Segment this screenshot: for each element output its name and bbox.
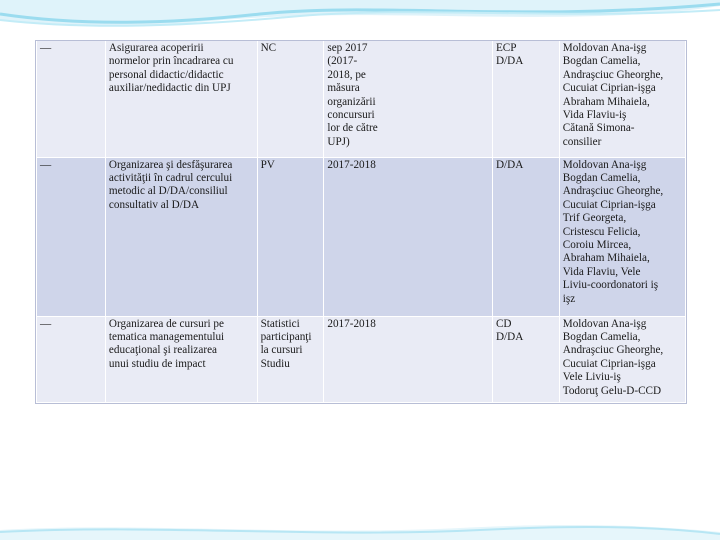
indicator-cell: NC: [257, 41, 324, 157]
responsible-cell: ECP D/DA: [492, 41, 559, 157]
bottom-wave-decoration: [0, 500, 720, 540]
table-row: [37, 41, 686, 157]
term-cell: 2017-2018: [324, 316, 493, 402]
row-bullet: —: [37, 316, 106, 402]
indicator-cell: Statistici participanţi la cursuri Studiu: [257, 316, 324, 402]
people-cell: Moldovan Ana-işg Bogdan Camelia, Andraşciuc Gheorghe, Cucuiat Ciprian-işga Vele Liviu-iş Todoruţ Gelu-D-CCD: [559, 316, 685, 402]
table-row: [37, 157, 686, 316]
row-bullet: —: [37, 157, 106, 316]
term-cell: 2017-2018: [324, 157, 493, 316]
people-cell: Moldovan Ana-işg Bogdan Camelia, Andraşciuc Gheorghe, Cucuiat Ciprian-işga Trif Georgeta, Cristescu Felicia, Coroiu Mircea, Abraham Mihaiela, Vida Flaviu, Vele Liviu-coordonatori iş işz: [559, 157, 685, 316]
activity-cell: Organizarea de cursuri pe tematica managementului educaţional şi realizarea unui studiu de impact: [105, 316, 257, 402]
top-wave-decoration: [0, 0, 720, 40]
row-bullet: —: [37, 41, 106, 157]
responsible-cell: D/DA: [492, 157, 559, 316]
term-cell: sep 2017 (2017- 2018, pe măsura organizării concursuri lor de către UPJ): [324, 41, 493, 157]
table-row: [37, 316, 686, 402]
responsible-cell: CD D/DA: [492, 316, 559, 402]
indicator-cell: PV: [257, 157, 324, 316]
activity-cell: Asigurarea acoperirii normelor prin încadrarea cu personal didactic/didactic auxiliar/nedidactic din UPJ: [105, 41, 257, 157]
activity-plan-table: [36, 41, 686, 403]
activity-cell: Organizarea şi desfăşurarea activităţii în cadrul cercului metodic al D/DA/consiliul consultativ al D/DA: [105, 157, 257, 316]
people-cell: Moldovan Ana-işg Bogdan Camelia, Andraşciuc Gheorghe, Cucuiat Ciprian-işga Abraham Mihaiela, Vida Flaviu-iş Cătană Simona- consilier: [559, 41, 685, 157]
